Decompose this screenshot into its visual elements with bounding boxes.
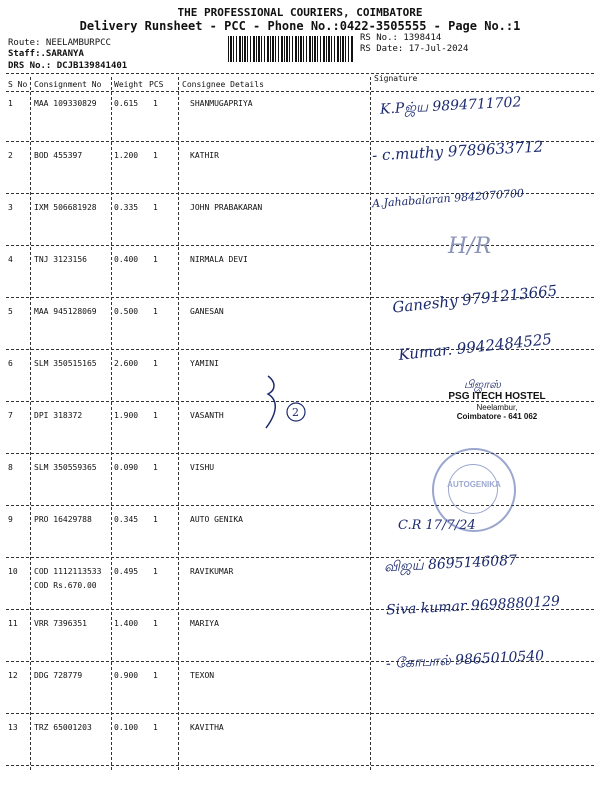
col-divider	[111, 77, 112, 770]
row-pcs: 1	[153, 463, 158, 472]
signature-10: C.R 17/7/24	[398, 518, 476, 533]
row-consignment-no: COD 1112113533	[34, 567, 102, 576]
row-divider	[6, 245, 594, 246]
col-header-weight: Weight	[114, 80, 143, 89]
drs-number: DRS No.: DCJB139841401	[8, 61, 128, 71]
row-consignee: GANESAN	[190, 307, 224, 316]
row-consignee: JOHN PRABAKARAN	[190, 203, 263, 212]
row-pcs: 1	[153, 99, 158, 108]
row-consignment-no: MAA 945128069	[34, 307, 97, 316]
row-pcs: 1	[153, 671, 158, 680]
signature-11: விஜய் 8695146087	[383, 552, 518, 576]
row-pcs: 1	[153, 411, 158, 420]
row-consignee: SHANMUGAPRIYA	[190, 99, 253, 108]
row-sno: 5	[8, 307, 13, 316]
row-consignee: VASANTH	[190, 411, 224, 420]
row-consignee: TEXON	[190, 671, 215, 680]
col-header-pcs: PCS	[149, 80, 164, 89]
row-weight: 1.400	[114, 619, 139, 628]
col-header-signature: Signature	[374, 74, 418, 83]
barcode	[228, 36, 354, 62]
row-pcs: 1	[153, 359, 158, 368]
signature-1: K.Pஜ்ய 9894711702	[379, 94, 522, 118]
signature-2: - c.muthy 9789633712	[371, 137, 544, 165]
row-pcs: 1	[153, 723, 158, 732]
row-weight: 0.900	[114, 671, 139, 680]
route-label: Route: NEELAMBURPCC	[8, 38, 111, 48]
row-consignment-no: SLM 350515165	[34, 359, 97, 368]
row-weight: 2.600	[114, 359, 139, 368]
row-sno: 6	[8, 359, 13, 368]
row-sno: 4	[8, 255, 13, 264]
row-sno: 8	[8, 463, 13, 472]
row-weight: 1.900	[114, 411, 139, 420]
round-stamp-text: AUTOGENIKA	[447, 480, 501, 489]
row-pcs: 1	[153, 255, 158, 264]
row-weight: 0.615	[114, 99, 139, 108]
row-consignee: NIRMALA DEVI	[190, 255, 248, 264]
row-pcs: 1	[153, 619, 158, 628]
row-consignment-no: SLM 350559365	[34, 463, 97, 472]
signature-13: - கோபால் 9865010540	[385, 647, 545, 673]
row-consignment-no: MAA 109330829	[34, 99, 97, 108]
row-weight: 0.495	[114, 567, 139, 576]
signature-12: Siva kumar 9698880129	[385, 593, 561, 619]
staff-label: Staff:.SARANYA	[8, 49, 84, 59]
company-title: THE PROFESSIONAL COURIERS, COIMBATORE	[177, 6, 423, 19]
row-divider	[6, 765, 594, 766]
row-consignee: KATHIR	[190, 151, 219, 160]
row-consignee: AUTO GENIKA	[190, 515, 243, 524]
row-pcs: 1	[153, 307, 158, 316]
row-consignment-no: DDG 728779	[34, 671, 83, 680]
stamp-line-1: PSG ITECH HOSTEL	[448, 391, 546, 402]
signature-7: பிஜாஸ்	[464, 378, 501, 391]
signature-5: Ganeshy 9791213665	[391, 281, 558, 317]
row-sno: 10	[8, 567, 18, 576]
row-weight: 0.500	[114, 307, 139, 316]
row-consignee: YAMINI	[190, 359, 219, 368]
row-consignment-no: PRO 16429788	[34, 515, 92, 524]
row-pcs: 1	[153, 515, 158, 524]
row-sno: 12	[8, 671, 18, 680]
hostel-stamp	[402, 391, 592, 421]
stamp-line-2: Neelambur,	[476, 403, 518, 412]
scribble-number: 2	[292, 406, 299, 419]
header-top-rule	[6, 73, 594, 74]
signature-3: A.Jahabalaran 9842070700	[371, 186, 525, 211]
row-consignment-no: TNJ 3123156	[34, 255, 87, 264]
row-consignment-no: VRR 7396351	[34, 619, 87, 628]
rs-number: RS No.: 1398414	[360, 33, 442, 43]
row-sno: 11	[8, 619, 18, 628]
signature-4: H/R	[448, 234, 492, 259]
col-header-consignee: Consignee Details	[182, 80, 264, 89]
row-consignee: KAVITHA	[190, 723, 224, 732]
row-sno: 9	[8, 515, 13, 524]
col-divider	[370, 77, 371, 770]
runsheet-subtitle: Delivery Runsheet - PCC - Phone No.:0422-3505555 - Page No.:1	[79, 19, 521, 33]
row-consignment-no: IXM 506681928	[34, 203, 97, 212]
row-consignee: VISHU	[190, 463, 215, 472]
col-header-consignment: Consignment No	[34, 80, 102, 89]
row-weight: 0.400	[114, 255, 139, 264]
col-divider	[30, 77, 31, 770]
row-pcs: 1	[153, 151, 158, 160]
row-weight: 0.090	[114, 463, 139, 472]
row-weight: 0.335	[114, 203, 139, 212]
row-weight: 0.100	[114, 723, 139, 732]
row-sno: 2	[8, 151, 13, 160]
row-sno: 1	[8, 99, 13, 108]
row-divider	[6, 713, 594, 714]
row-divider	[6, 453, 594, 454]
row-weight: 0.345	[114, 515, 139, 524]
header-bottom-rule	[6, 91, 594, 92]
row-consignment-no: TRZ 65001203	[34, 723, 92, 732]
stamp-line-3: Coimbatore - 641 062	[456, 412, 538, 421]
autogenika-round-stamp	[432, 448, 516, 532]
col-divider	[178, 77, 179, 770]
row-cod-note: COD Rs.670.00	[34, 581, 97, 590]
row-consignee: MARIYA	[190, 619, 219, 628]
row-consignment-no: BOD 455397	[34, 151, 83, 160]
row-weight: 1.200	[114, 151, 139, 160]
scribble-mark	[262, 372, 308, 432]
round-stamp-inner	[448, 464, 498, 514]
row-sno: 7	[8, 411, 13, 420]
row-consignee: RAVIKUMAR	[190, 567, 234, 576]
row-consignment-no: DPI 318372	[34, 411, 83, 420]
row-sno: 3	[8, 203, 13, 212]
rs-date: RS Date: 17-Jul-2024	[360, 44, 469, 54]
row-sno: 13	[8, 723, 18, 732]
signature-6: Kumar. 9942484525	[397, 329, 553, 365]
row-pcs: 1	[153, 203, 158, 212]
row-pcs: 1	[153, 567, 158, 576]
col-header-sno: S No	[8, 80, 28, 89]
